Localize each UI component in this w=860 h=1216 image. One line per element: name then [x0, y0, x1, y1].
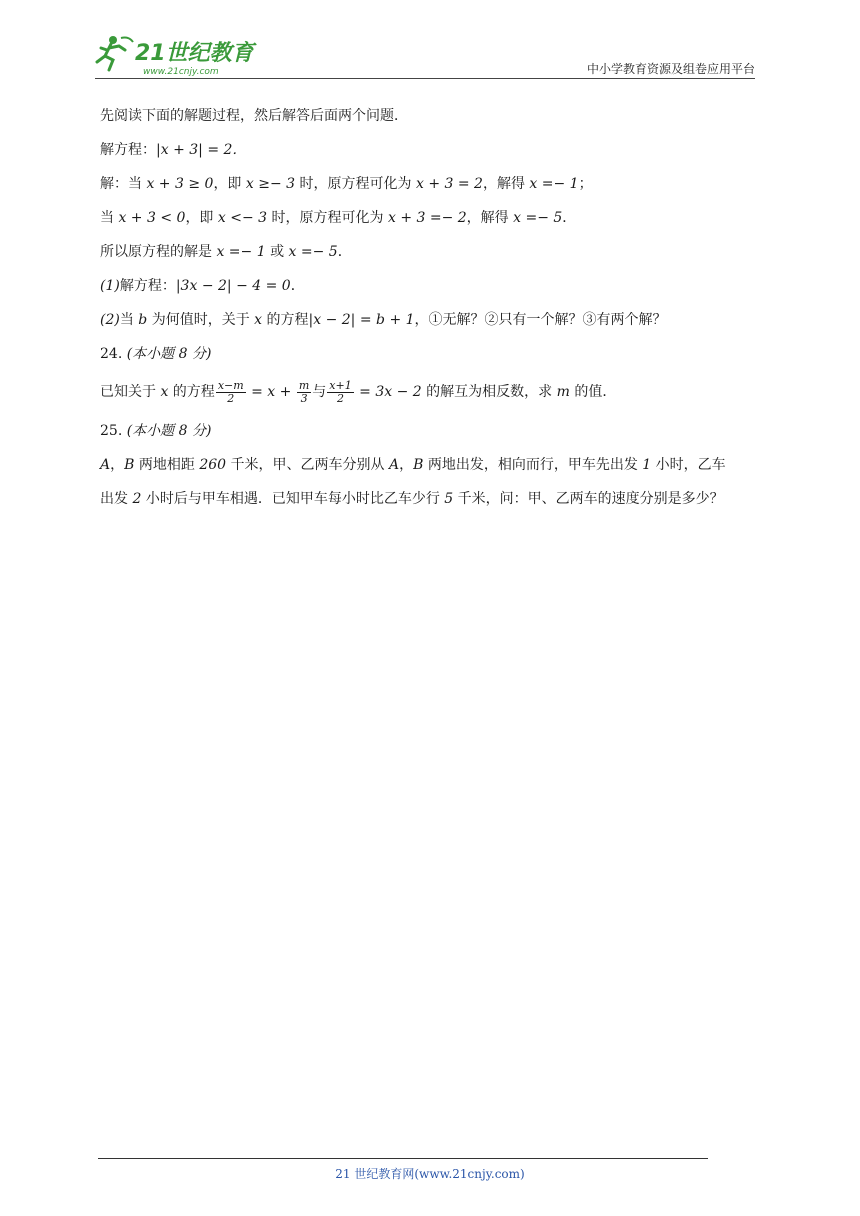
text: ，解得: [466, 210, 514, 226]
denominator: 3: [300, 391, 308, 405]
math: = x +: [246, 384, 296, 400]
example-line: [100, 140, 246, 160]
text: 解：当: [100, 176, 147, 192]
text: 解方程：: [119, 278, 176, 294]
math: B: [413, 457, 424, 473]
math: x + 3 = 2: [415, 176, 483, 192]
score-note: (本小题 8 分): [126, 346, 212, 362]
text: ，①无解？②只有一个解？③有两个解？: [414, 312, 667, 328]
text: 的解互为相反数，求: [421, 384, 557, 400]
math: A: [388, 457, 400, 473]
text: 时，原方程可化为: [295, 176, 416, 192]
header-divider: [95, 78, 755, 79]
denominator: 2: [227, 391, 235, 405]
text: 或: [265, 244, 289, 260]
math: B: [124, 457, 135, 473]
text: 的值．: [569, 384, 617, 400]
math: x =− 1: [216, 244, 266, 260]
problem-number: 25.: [100, 423, 127, 439]
math: |x − 2| = b + 1: [308, 312, 415, 328]
math: 260: [199, 457, 227, 473]
page-header: [95, 32, 755, 78]
fraction: [297, 380, 311, 405]
fraction: [216, 380, 246, 405]
problem-25-line-2: [100, 489, 724, 509]
text: ；: [578, 176, 593, 192]
text: 小时后与甲车相遇．已知甲车每小时比乙车少行: [141, 491, 445, 507]
text: 当: [119, 312, 139, 328]
footer-link[interactable]: 21 世纪教育网(www.21cnjy.com): [335, 1167, 525, 1181]
numerator: m: [298, 378, 310, 392]
math: x =− 1: [529, 176, 579, 192]
text: 千米，甲、乙两车分别从: [226, 457, 389, 473]
footer-divider: [98, 1158, 708, 1159]
text: 小时，乙车: [651, 457, 726, 473]
math: x ≥− 3: [245, 176, 296, 192]
numerator: x−m: [217, 378, 244, 392]
math: x + 3 ≥ 0: [146, 176, 214, 192]
math: 1: [642, 457, 652, 473]
text: 已知关于: [100, 384, 161, 400]
text: ，: [110, 457, 125, 473]
score-note: (本小题 8 分): [126, 423, 212, 439]
fraction: [327, 380, 353, 405]
math: x + 3 < 0: [118, 210, 186, 226]
text: 千米，问：甲、乙两车的速度分别是多少？: [453, 491, 724, 507]
math: m: [556, 384, 570, 400]
text: ．: [337, 244, 352, 260]
problem-25-heading: [100, 421, 211, 441]
math: 2: [132, 491, 142, 507]
math: x <− 3: [217, 210, 268, 226]
question-number: (1): [100, 278, 120, 294]
math: A: [100, 457, 111, 473]
text: 出发: [100, 491, 133, 507]
problem-25-line-1: [100, 455, 726, 475]
solution-line-1: [100, 174, 593, 194]
text: ，解得: [482, 176, 530, 192]
problem-24-heading: [100, 344, 211, 364]
math: x + 3 =− 2: [387, 210, 467, 226]
logo-url: www.21cnjy.com: [143, 67, 219, 77]
text: 时，原方程可化为: [267, 210, 388, 226]
math: x: [254, 312, 263, 328]
example-equation: |x + 3| = 2．: [156, 142, 247, 158]
text: ，: [399, 457, 414, 473]
math: b: [138, 312, 148, 328]
text: 的方程: [262, 312, 309, 328]
intro-line: [100, 106, 408, 126]
text: 两地相距: [134, 457, 200, 473]
runner-logo-icon: [95, 32, 265, 78]
question-1: [100, 276, 305, 296]
math: x =− 5: [513, 210, 563, 226]
text: 当: [100, 210, 119, 226]
math: |3x − 2| − 4 = 0: [175, 278, 291, 294]
text: 的方程: [168, 384, 215, 400]
math: 5: [444, 491, 454, 507]
problem-number: 24.: [100, 346, 127, 362]
site-logo[interactable]: [95, 32, 265, 78]
platform-label: 中小学教育资源及组卷应用平台: [586, 62, 755, 76]
problem-24-text: [100, 378, 616, 406]
numerator: x+1: [329, 378, 352, 392]
logo-wordmark: 21世纪教育: [135, 41, 254, 66]
intro-text: 先阅读下面的解题过程，然后解答后面两个问题．: [100, 108, 408, 124]
text: ．: [562, 210, 577, 226]
text: 与: [312, 384, 327, 400]
solution-line-2: [100, 208, 576, 228]
math: x =− 5: [288, 244, 338, 260]
denominator: 2: [336, 391, 344, 405]
text: ，即: [185, 210, 218, 226]
text: ，即: [213, 176, 246, 192]
text: 两地出发，相向而行，甲车先出发: [423, 457, 643, 473]
text: 为何值时，关于: [147, 312, 255, 328]
text: 所以原方程的解是: [100, 244, 217, 260]
math: = 3x − 2: [354, 384, 422, 400]
text: ．: [290, 278, 305, 294]
conclusion-line: [100, 242, 352, 262]
question-number: (2): [100, 312, 120, 328]
question-2: [100, 310, 667, 330]
math: x: [160, 384, 169, 400]
example-title: 解方程：: [100, 142, 156, 158]
